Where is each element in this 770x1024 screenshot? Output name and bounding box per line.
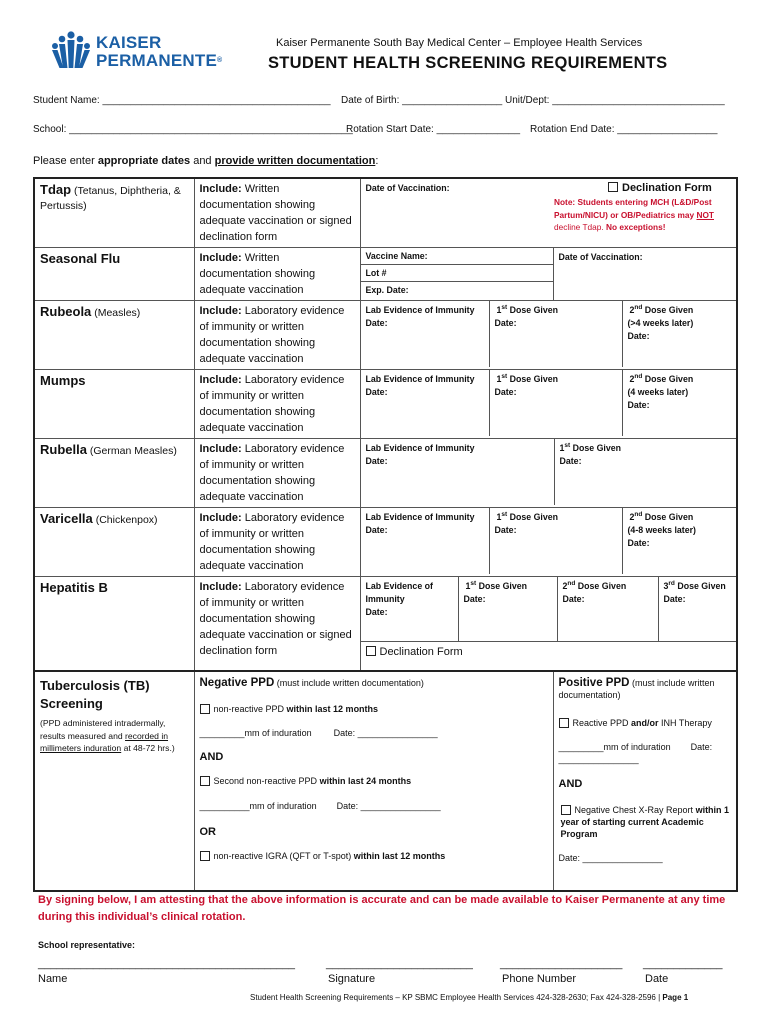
logo-line2: PERMANENTE bbox=[96, 51, 218, 70]
flu-exp: Exp. Date: bbox=[365, 285, 409, 295]
phone-line[interactable]: ____________________ bbox=[500, 958, 623, 970]
tb-neg-ppd-checkbox[interactable] bbox=[200, 704, 210, 714]
mumps-lab-date: Date: bbox=[365, 387, 388, 397]
tb-neg-item1-b: within last 12 months bbox=[286, 704, 379, 714]
tdap-note-not: NOT bbox=[696, 209, 714, 220]
hepb-declination-checkbox[interactable] bbox=[366, 646, 376, 656]
rubeola-lab-date: Date: bbox=[365, 318, 388, 328]
mumps-dose1-cell[interactable]: 1st Dose Given Date: bbox=[489, 370, 622, 436]
row-flu bbox=[34, 248, 737, 301]
rubella-dose1-date: Date: bbox=[559, 456, 582, 466]
varicella-dose1-date: Date: bbox=[494, 525, 517, 535]
flu-include-text: Written documentation showing adequate vaccination bbox=[199, 252, 316, 296]
rotation-end-field[interactable]: Rotation End Date: __________________ bbox=[530, 124, 718, 135]
hepb-dates bbox=[360, 577, 737, 672]
tdap-note-b: decline Tdap. bbox=[554, 222, 606, 232]
logo bbox=[50, 28, 223, 73]
tdap-include-text: Written documentation showing adequate vaccination or signed declination form bbox=[199, 183, 352, 243]
hepb-dose2-cell[interactable]: 2nd Dose Given Date: bbox=[557, 577, 658, 641]
rotation-start-field[interactable]: Rotation Start Date: _______________ bbox=[346, 124, 521, 135]
rubeola-include-label: Include: bbox=[199, 305, 242, 317]
unit-field[interactable]: Unit/Dept: _______________________________ bbox=[505, 95, 725, 106]
footer-text: Student Health Screening Requirements – KP SBMC Employee Health Services 424-328-2630; Fax 424-328-2596 | bbox=[250, 993, 663, 1002]
rubeola-include-text: Laboratory evidence of immunity or written documentation showing adequate vaccination bbox=[199, 305, 345, 365]
flu-name: Seasonal Flu bbox=[34, 248, 194, 301]
tb-igra-checkbox[interactable] bbox=[200, 851, 210, 861]
tdap-declination-label: Declination Form bbox=[622, 182, 712, 194]
varicella-include-label: Include: bbox=[199, 512, 242, 524]
date-line[interactable]: _____________ bbox=[643, 958, 723, 970]
logo-line1: KAISER bbox=[96, 33, 162, 52]
flu-include-label: Include: bbox=[199, 252, 242, 264]
mumps-dose2-cell[interactable]: 2nd Dose Given (4 weeks later) Date: bbox=[622, 370, 736, 436]
page-title: STUDENT HEALTH SCREENING REQUIREMENTS bbox=[268, 54, 668, 72]
tb-neg-date1[interactable]: Date: ________________ bbox=[333, 728, 438, 738]
tdap-include bbox=[194, 178, 360, 248]
varicella-include bbox=[194, 508, 360, 577]
tdap-name bbox=[34, 178, 194, 248]
logo-reg: ® bbox=[217, 57, 223, 64]
footer bbox=[250, 993, 688, 1002]
tdap-note-a: Note: Students entering MCH (L&D/Post Partum/NICU) or OB/Pediatrics may bbox=[554, 197, 712, 220]
varicella-sub: (Chickenpox) bbox=[92, 514, 158, 526]
rubella-lab: Lab Evidence of Immunity bbox=[365, 443, 475, 453]
varicella-lab-date: Date: bbox=[365, 525, 388, 535]
rubella-sub: (German Measles) bbox=[86, 445, 177, 457]
tb-neg-and: AND bbox=[199, 751, 224, 763]
tb-pos-date2[interactable]: Date: ________________ bbox=[558, 853, 663, 863]
rubeola-dose1-date: Date: bbox=[494, 318, 517, 328]
hepb-include bbox=[194, 577, 360, 672]
flu-include bbox=[194, 248, 360, 301]
tb-neg-second-ppd-checkbox[interactable] bbox=[200, 776, 210, 786]
tb-neg-or: OR bbox=[199, 826, 216, 838]
flu-vaccine-name: Vaccine Name: bbox=[361, 248, 553, 265]
tb-neg-item2-a: Second non-reactive PPD bbox=[213, 776, 320, 786]
date-label: Date bbox=[645, 973, 669, 985]
rubella-include-label: Include: bbox=[199, 443, 242, 455]
row-varicella bbox=[34, 508, 737, 577]
school-field[interactable]: School: ___________________________________________________ bbox=[33, 124, 353, 135]
tb-pos-item1-b: and/or bbox=[631, 718, 659, 728]
tb-pos-mm[interactable]: _________mm of induration bbox=[558, 742, 671, 752]
flu-date-label: Date of Vaccination: bbox=[558, 252, 643, 262]
tb-pos-item1-a: Reactive PPD bbox=[572, 718, 632, 728]
tdap-title: Tdap bbox=[40, 182, 72, 197]
varicella-dates bbox=[360, 508, 737, 577]
phone-label: Phone Number bbox=[502, 973, 576, 985]
tb-note bbox=[40, 717, 189, 755]
name-line[interactable]: __________________________________________ bbox=[38, 958, 295, 970]
varicella-title: Varicella bbox=[40, 511, 93, 526]
rubella-include-text: Laboratory evidence of immunity or written documentation showing adequate vaccination bbox=[199, 443, 345, 503]
name-label: Name bbox=[38, 973, 68, 985]
mumps-dates bbox=[360, 370, 737, 439]
instruction-suffix: : bbox=[375, 155, 379, 167]
hepb-include-label: Include: bbox=[199, 581, 242, 593]
tdap-date-cell[interactable] bbox=[360, 178, 553, 248]
hepb-name: Hepatitis B bbox=[34, 577, 194, 672]
row-hepb bbox=[34, 577, 737, 672]
varicella-dose2-cell[interactable]: 2nd Dose Given (4-8 weeks later) Date: bbox=[622, 508, 736, 574]
varicella-lab: Lab Evidence of Immunity bbox=[365, 512, 475, 522]
tb-pos-title: Positive PPD bbox=[558, 677, 630, 689]
instruction bbox=[33, 155, 378, 167]
tb-neg-mm2[interactable]: __________mm of induration bbox=[199, 801, 317, 811]
instruction-bold2: provide written documentation bbox=[214, 155, 376, 167]
mumps-lab: Lab Evidence of Immunity bbox=[365, 374, 475, 384]
rubella-name bbox=[34, 439, 194, 508]
tb-negative-cell bbox=[194, 671, 553, 891]
row-rubeola bbox=[34, 301, 737, 370]
varicella-include-text: Laboratory evidence of immunity or written documentation showing adequate vaccination bbox=[199, 512, 345, 572]
rubeola-include bbox=[194, 301, 360, 370]
hepb-declination-label: Declination Form bbox=[379, 645, 463, 658]
hepb-lab-date: Date: bbox=[365, 607, 388, 617]
varicella-dose2-date: Date: bbox=[627, 538, 650, 548]
mumps-include-label: Include: bbox=[199, 374, 242, 386]
hepb-include-text: Laboratory evidence of immunity or written documentation showing adequate vaccination or signed declination form bbox=[199, 581, 352, 657]
rubeola-lab-cell[interactable] bbox=[361, 301, 490, 367]
rubeola-dose1-cell[interactable]: 1st Dose Given Date: bbox=[489, 301, 622, 367]
tb-pos-item2-b: within 1 year of starting current Academic Program bbox=[560, 805, 730, 839]
tb-neg-item2-b: within last 24 months bbox=[319, 776, 412, 786]
hepb-lab-cell[interactable] bbox=[361, 577, 459, 641]
tb-title: Tuberculosis (TB) Screening bbox=[40, 678, 150, 711]
student-name-field[interactable]: Student Name: _________________________________________ bbox=[33, 95, 331, 106]
instruction-bold1: appropriate dates bbox=[97, 155, 191, 167]
tdap-declination-cell bbox=[553, 178, 737, 248]
tb-neg-title: Negative PPD bbox=[199, 677, 275, 689]
row-tb bbox=[34, 671, 737, 891]
rubeola-dose2-note: (>4 weeks later) bbox=[627, 318, 694, 328]
mumps-dose2-date: Date: bbox=[627, 400, 650, 410]
hepb-lab: Lab Evidence of Immunity bbox=[365, 581, 433, 604]
hepb-declination-cell bbox=[361, 641, 737, 670]
flu-date-cell[interactable] bbox=[553, 248, 737, 301]
mumps-dose2-note: (4 weeks later) bbox=[627, 387, 689, 397]
attestation-text: By signing below, I am attesting that the above information is accurate and can be made available to Kaiser Permanente at any time during this individual’s clinical rotation. bbox=[38, 894, 726, 923]
rubeola-dates bbox=[360, 301, 737, 370]
varicella-dose2-note: (4-8 weeks later) bbox=[627, 525, 696, 535]
tb-neg-mm1[interactable]: _________mm of induration bbox=[199, 728, 312, 738]
rubella-include bbox=[194, 439, 360, 508]
rubeola-lab: Lab Evidence of Immunity bbox=[365, 305, 475, 315]
hepb-dose3-cell[interactable]: 3rd Dose Given Date: bbox=[658, 577, 736, 641]
tb-pos-item2-a: Negative Chest X-Ray Report bbox=[574, 805, 696, 815]
tdap-sub: (Tetanus, Diphtheria, & Pertussis) bbox=[40, 185, 181, 212]
row-rubella bbox=[34, 439, 737, 508]
hepb-dose1-cell[interactable]: 1st Dose Given Date: bbox=[458, 577, 557, 641]
tb-note-a: (PPD administered intradermally, results measured and bbox=[40, 718, 166, 741]
tdap-include-label: Include: bbox=[199, 183, 242, 195]
rubella-dates bbox=[360, 439, 737, 508]
mumps-include-text: Laboratory evidence of immunity or written documentation showing adequate vaccination bbox=[199, 374, 345, 434]
varicella-name bbox=[34, 508, 194, 577]
rubella-dose1-cell[interactable]: 1st Dose Given Date: bbox=[554, 439, 736, 505]
hepb-dose3-date: Date: bbox=[663, 594, 686, 604]
hepb-dose1-date: Date: bbox=[463, 594, 486, 604]
page-number: Page 1 bbox=[662, 993, 689, 1002]
rubeola-dose2-cell[interactable]: 2nd Dose Given (>4 weeks later) Date: bbox=[622, 301, 736, 367]
signature-line[interactable]: ________________________ bbox=[326, 958, 473, 970]
rubeola-dose2-date: Date: bbox=[627, 331, 650, 341]
tb-name-cell bbox=[34, 671, 194, 891]
tb-pos-item1-c: INH Therapy bbox=[658, 718, 712, 728]
tb-positive-cell bbox=[553, 671, 737, 891]
varicella-dose1-cell[interactable]: 1st Dose Given Date: bbox=[489, 508, 622, 574]
rubeola-sub: (Measles) bbox=[91, 307, 141, 319]
tb-note-b: at 48-72 hrs.) bbox=[121, 743, 175, 753]
tb-pos-ppd-checkbox[interactable] bbox=[559, 718, 569, 728]
mumps-name: Mumps bbox=[34, 370, 194, 439]
tb-pos-date[interactable]: Date: ________________ bbox=[558, 742, 713, 764]
dob-field[interactable]: Date of Birth: __________________ bbox=[341, 95, 503, 106]
tb-neg-item1-a: non-reactive PPD bbox=[213, 704, 287, 714]
tb-xray-checkbox[interactable] bbox=[561, 805, 571, 815]
mumps-lab-cell[interactable] bbox=[361, 370, 490, 436]
tb-neg-item3-a: non-reactive IGRA (QFT or T-spot) bbox=[213, 851, 354, 861]
tdap-declination-checkbox[interactable] bbox=[608, 182, 618, 192]
tdap-note-c: No exceptions! bbox=[605, 222, 666, 232]
varicella-lab-cell[interactable] bbox=[361, 508, 490, 574]
row-mumps bbox=[34, 370, 737, 439]
signature-label: Signature bbox=[328, 973, 376, 985]
requirements-table bbox=[33, 177, 738, 892]
rubeola-name bbox=[34, 301, 194, 370]
school-rep-label: School representative: bbox=[38, 940, 136, 950]
instruction-mid: and bbox=[190, 155, 215, 167]
rubella-lab-date: Date: bbox=[365, 456, 388, 466]
rubella-lab-cell[interactable] bbox=[361, 439, 555, 505]
rubella-title: Rubella bbox=[40, 442, 87, 457]
flu-lot: Lot # bbox=[361, 265, 553, 282]
tb-pos-note: (must include written documentation) bbox=[558, 678, 715, 700]
kaiser-logo-icon bbox=[50, 30, 92, 72]
header-subtitle: Kaiser Permanente South Bay Medical Center – Employee Health Services bbox=[276, 37, 643, 49]
row-tdap bbox=[34, 178, 737, 248]
flu-vaccine-cell[interactable] bbox=[360, 248, 553, 301]
rubeola-title: Rubeola bbox=[40, 304, 92, 319]
mumps-include bbox=[194, 370, 360, 439]
tb-note-u: recorded in millimeters induration bbox=[40, 730, 169, 753]
mumps-dose1-date: Date: bbox=[494, 387, 517, 397]
tb-pos-and: AND bbox=[558, 778, 583, 790]
tb-neg-item3-b: within last 12 months bbox=[353, 851, 446, 861]
hepb-dose2-date: Date: bbox=[562, 594, 585, 604]
instruction-prefix: Please enter bbox=[33, 155, 98, 167]
tb-neg-date2[interactable]: Date: ________________ bbox=[336, 801, 441, 811]
tb-neg-note: (must include written documentation) bbox=[274, 678, 424, 688]
tdap-date-label: Date of Vaccination: bbox=[365, 183, 450, 193]
